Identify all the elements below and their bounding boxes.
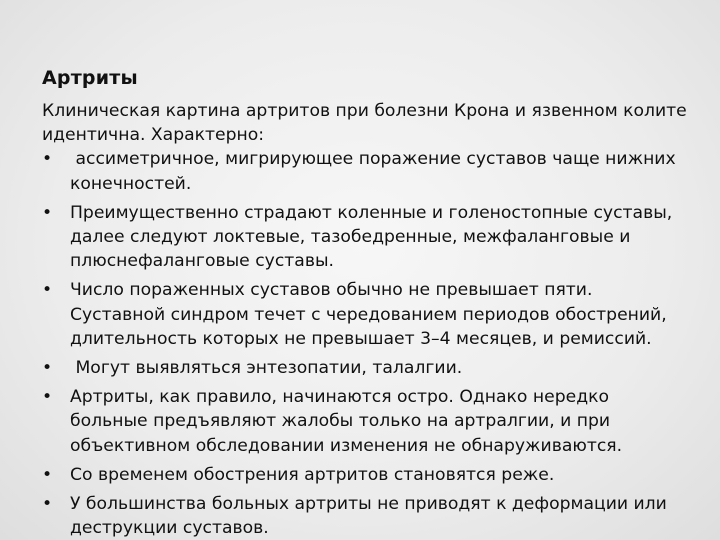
bullet-item bbox=[42, 385, 692, 458]
bullet-text: Число пораженных суставов обычно не превышает пяти. Суставной синдром течет с чередованием периодов обострений, длительность которых не превышает 3–4 месяцев, и ремиссий. bbox=[70, 280, 667, 349]
bullet-icon: • bbox=[42, 149, 53, 170]
bullet-icon: • bbox=[42, 358, 53, 379]
bullet-list bbox=[42, 147, 692, 540]
bullet-item bbox=[42, 147, 692, 195]
bullet-item bbox=[42, 356, 692, 380]
bullet-text: Преимущественно страдают коленные и голеностопные суставы, далее следуют локтевые, тазобедренные, межфаланговые и плюснефаланговые суставы. bbox=[70, 202, 673, 272]
bullet-icon: • bbox=[42, 464, 53, 485]
intro-text: Клиническая картина артритов при болезни Крона и язвенном колите идентична. Характерно: bbox=[42, 101, 687, 146]
bullet-text: Со временем обострения артритов становятся реже. bbox=[70, 464, 555, 485]
bullet-icon: • bbox=[42, 202, 53, 223]
bullet-item bbox=[42, 278, 692, 351]
bullet-icon: • bbox=[42, 387, 53, 408]
bullet-icon: • bbox=[42, 280, 53, 301]
bullet-text: У большинства больных артриты не приводят к деформации или деструкции суставов. bbox=[70, 494, 667, 539]
slide-title: Артриты bbox=[42, 67, 138, 89]
bullet-text: Артриты, как правило, начинаются остро. Однако нередко больные предъявляют жалобы только на артралгии, и при объективном обследовании изменения не обнаруживаются. bbox=[70, 387, 623, 456]
bullet-item bbox=[42, 201, 692, 274]
bullet-text: ассиметричное, мигрирующее поражение суставов чаще нижних конечностей. bbox=[70, 149, 682, 194]
slide-body bbox=[42, 99, 692, 540]
bullet-text: Могут выявляться энтезопатии, талалгии. bbox=[70, 358, 463, 379]
bullet-item bbox=[42, 463, 692, 487]
bullet-item bbox=[42, 492, 692, 540]
bullet-icon: • bbox=[42, 494, 53, 515]
